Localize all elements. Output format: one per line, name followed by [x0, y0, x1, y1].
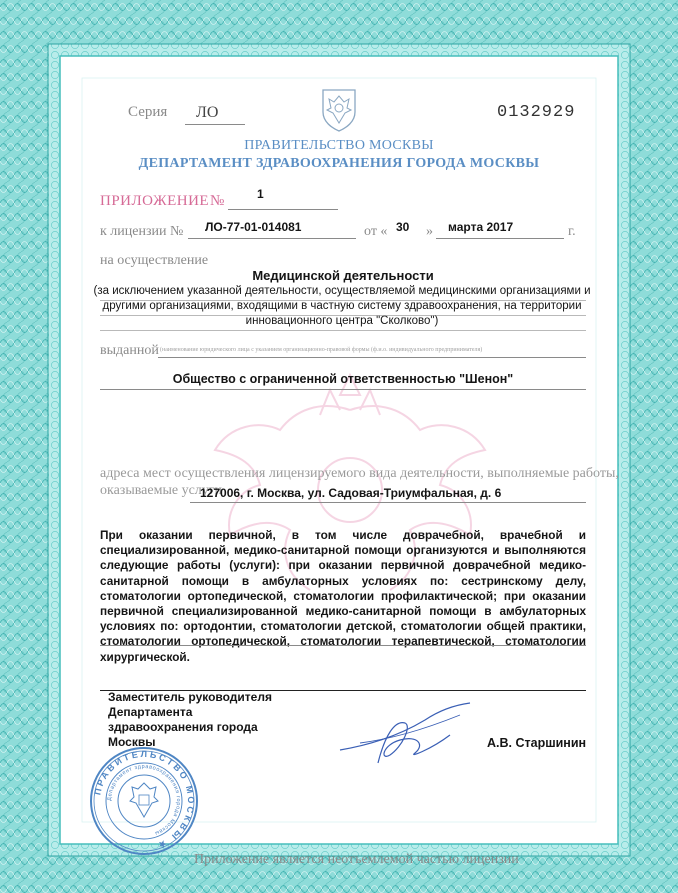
activity-label: на осуществление [100, 253, 209, 268]
license-label: к лицензии № [100, 224, 184, 239]
appendix-label: ПРИЛОЖЕНИЕ [100, 193, 210, 209]
license-day: 30 [396, 220, 410, 234]
license-year-suffix: г. [568, 224, 576, 239]
footer-note: Приложение является неотъемлемой частью лицензии [194, 852, 519, 867]
series-value: ЛО [196, 104, 219, 121]
issued-label: выданной [100, 343, 159, 358]
issued-hint: (наименование юридического лица с указанием организационно-правовой формы (ф.и.о. индивидуального предпринимателя) [160, 347, 483, 353]
signer-title-3: здравоохранения города [108, 720, 258, 734]
license-underline [188, 238, 356, 239]
activity-title: Медицинской деятельности [252, 268, 434, 283]
signer-name: А.В. Старшинин [487, 736, 587, 750]
round-stamp-seal-icon [88, 745, 200, 857]
issued-underline [158, 357, 586, 358]
organization-underline [100, 389, 586, 390]
series-underline [185, 124, 245, 125]
series-label: Серия [128, 104, 168, 120]
appendix-num-sign: № [210, 193, 225, 209]
coat-of-arms-icon [318, 86, 360, 132]
activity-underline-1 [100, 300, 586, 301]
address-label-1: адреса мест осуществления лицензируемого вида деятельности, выполняемые работы, [100, 466, 619, 481]
organization-name: Общество с ограниченной ответственностью "Шенон" [172, 372, 514, 386]
signer-title-2: Департамента [108, 705, 193, 719]
address-value: 127006, г. Москва, ул. Садовая-Триумфальная, д. 6 [200, 486, 502, 500]
signer-title-4: Москвы [108, 735, 156, 749]
appendix-underline [228, 209, 338, 210]
license-date-from: от « [364, 224, 388, 239]
svg-text:ПРАВИТЕЛЬСТВО МОСКВЫ ★: ПРАВИТЕЛЬСТВО МОСКВЫ ★ [92, 748, 197, 852]
activity-underline-2 [100, 315, 586, 316]
activity-description: (за исключением указанной деятельности, осуществляемой медицинскими организациями и другими организациями, входящими в частную систему здравоохранения, на территории инновационного центра "Сколково") [93, 285, 591, 327]
government-title: ПРАВИТЕЛЬСТВО МОСКВЫ [244, 138, 434, 153]
services-underline [100, 645, 586, 646]
handwritten-signature-icon [330, 695, 480, 770]
address-underline [190, 502, 586, 503]
form-number: 0132929 [497, 103, 576, 122]
license-date-quote-close: » [426, 224, 433, 239]
appendix-number: 1 [257, 187, 264, 201]
services-text: При оказании первичной, в том числе доврачебной, врачебной и специализированной, медико-санитарной помощи организуются и выполняются следующие работы (услуги): при оказании первичной доврачебной медико-санитарной помощи в амбулаторных условиях по: сестринскому делу, стоматологии ортопедической, стоматологии профилактической; при оказании первичной специализированной медико-санитарной помощи в амбулаторных условиях по: ортодонтии, стоматологии детской, стоматологии общей практики, стоматологии ортопедической, стоматологии терапевтической, стоматологии хирургической. [100, 528, 586, 664]
license-number: ЛО-77-01-014081 [205, 220, 302, 234]
department-title: ДЕПАРТАМЕНТ ЗДРАВООХРАНЕНИЯ ГОРОДА МОСКВЫ [138, 156, 540, 171]
license-month-year: марта 2017 [448, 220, 514, 234]
date-underline [436, 238, 564, 239]
svg-text:Департамент здравоохранения го: Департамент здравоохранения города Москвы [106, 763, 182, 837]
address-label-2: оказываемые услуги [100, 483, 223, 498]
signer-title-1: Заместитель руководителя [108, 690, 272, 704]
activity-underline-3 [100, 330, 586, 331]
